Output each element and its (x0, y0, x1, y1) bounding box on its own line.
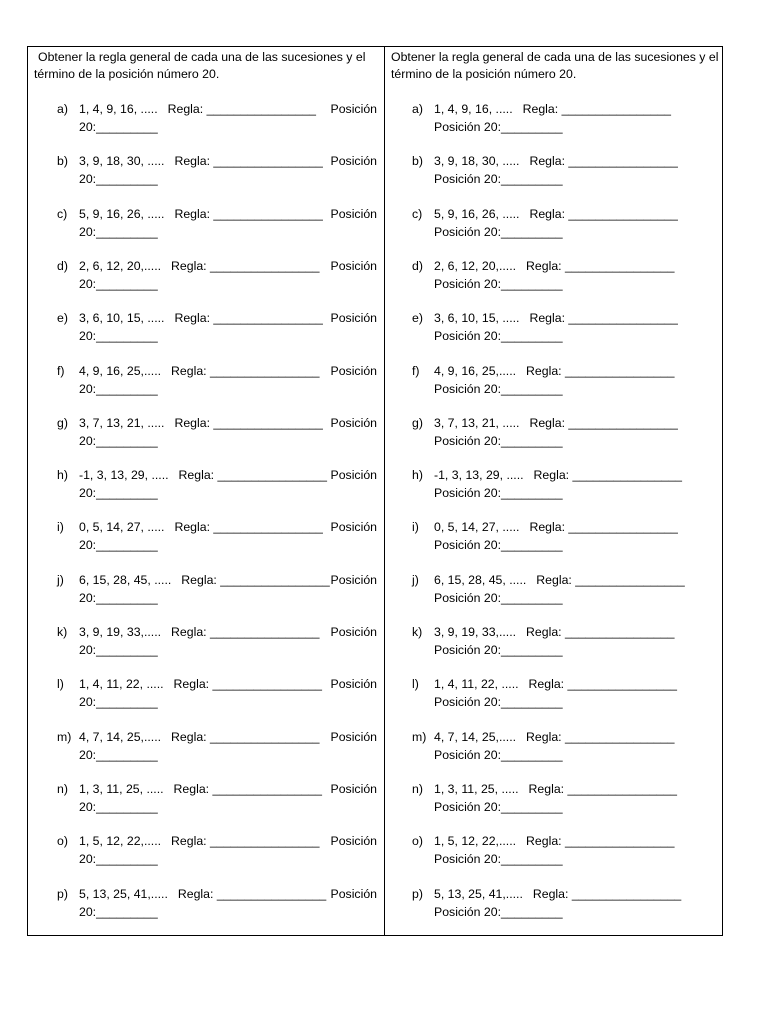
sequence-terms: 0, 5, 14, 27, ..... (434, 520, 520, 534)
rule-label: Regla: (174, 154, 210, 168)
rule-label: Regla: (529, 311, 565, 325)
sequence-terms: 1, 3, 11, 25, ..... (79, 782, 164, 796)
twenty-label: 20: (79, 905, 97, 919)
position-20-label: Posición 20: (434, 800, 501, 814)
twenty-label: 20: (79, 329, 97, 343)
item-letter: a) (57, 102, 68, 116)
instructions-left: Obtener la regla general de cada una de las sucesiones y el término de la posición número 20. (34, 50, 366, 81)
item-letter: f) (412, 364, 420, 378)
item-line (79, 572, 330, 590)
item-line (79, 258, 319, 276)
twenty-label: 20: (79, 120, 97, 134)
position-20-label: Posición 20: (434, 905, 501, 919)
item-line (79, 729, 319, 747)
sequence-terms: 1, 4, 9, 16, ..... (79, 102, 158, 116)
position-label: Posición (330, 364, 377, 378)
item-line (434, 624, 674, 642)
position-20-label: Posición 20: (434, 852, 501, 866)
position-blank: _________ (96, 591, 158, 605)
position-20-line (434, 381, 563, 399)
item-letter: o) (57, 834, 68, 848)
position-20-line (79, 433, 158, 451)
item-letter: n) (57, 782, 68, 796)
twenty-label: 20: (79, 695, 97, 709)
position-blank: _________ (96, 538, 158, 552)
position-label: Posición (330, 259, 377, 273)
rule-blank: ________________ (561, 102, 672, 116)
rule-label: Regla: (174, 520, 210, 534)
rule-blank: ________________ (210, 834, 320, 848)
instructions-right: Obtener la regla general de cada una de las sucesiones y el término de la posición número 20. (391, 50, 719, 81)
position-20-label: Posición 20: (434, 225, 501, 239)
position-20-line (79, 328, 158, 346)
twenty-label: 20: (79, 277, 97, 291)
sequence-terms: 1, 3, 11, 25, ..... (434, 782, 519, 796)
rule-blank: ________________ (565, 834, 675, 848)
position-blank: _________ (96, 852, 158, 866)
rule-blank: ________________ (210, 364, 320, 378)
sequence-terms: -1, 3, 13, 29, ..... (434, 468, 524, 482)
rule-label: Regla: (177, 887, 214, 901)
position-label: Posición (330, 102, 377, 116)
sequence-terms: 1, 4, 11, 22, ..... (79, 677, 164, 691)
position-20-line (79, 747, 158, 765)
rule-label: Regla: (522, 102, 559, 116)
twenty-label: 20: (79, 434, 97, 448)
item-line (434, 519, 678, 537)
rule-blank: ________________ (212, 782, 322, 796)
item-letter: c) (412, 207, 423, 221)
position-label: Posición (330, 625, 377, 639)
position-blank: _________ (501, 486, 563, 500)
item-letter: p) (57, 887, 68, 901)
position-20-line (434, 799, 563, 817)
position-20-line (434, 119, 563, 137)
position-20-label: Posición 20: (434, 748, 501, 762)
sequence-terms: 4, 7, 14, 25,..... (79, 730, 162, 744)
item-line (434, 153, 678, 171)
position-blank: _________ (96, 225, 158, 239)
position-20-label: Posición 20: (434, 538, 501, 552)
position-blank: _________ (96, 172, 158, 186)
position-20-label: Posición 20: (434, 120, 501, 134)
item-letter: j) (412, 573, 419, 587)
sequence-terms: 3, 9, 18, 30, ..... (434, 154, 520, 168)
item-letter: a) (412, 102, 423, 116)
rule-label: Regla: (171, 625, 207, 639)
sequence-terms: 6, 15, 28, 45, ..... (434, 573, 527, 587)
position-20-line (79, 119, 158, 137)
item-letter: g) (412, 416, 423, 430)
position-label: Posición (330, 834, 377, 848)
position-blank: _________ (96, 800, 158, 814)
item-line (434, 833, 674, 851)
item-letter: l) (57, 677, 64, 691)
position-label: Posición (330, 311, 377, 325)
item-line (79, 467, 327, 485)
position-20-line (79, 799, 158, 817)
rule-blank: ________________ (216, 887, 327, 901)
position-blank: _________ (501, 120, 563, 134)
position-20-line (79, 485, 158, 503)
rule-blank: ________________ (206, 102, 317, 116)
twenty-label: 20: (79, 748, 97, 762)
position-blank: _________ (501, 538, 563, 552)
position-label: Posición (330, 468, 377, 482)
item-letter: b) (412, 154, 423, 168)
rule-label: Regla: (536, 573, 572, 587)
item-line (79, 153, 323, 171)
rule-label: Regla: (171, 834, 207, 848)
position-20-line (434, 433, 563, 451)
rule-label: Regla: (178, 468, 215, 482)
item-line (434, 258, 674, 276)
rule-blank: ________________ (568, 311, 678, 325)
rule-blank: ________________ (213, 311, 323, 325)
sequence-terms: 3, 6, 10, 15, ..... (434, 311, 520, 325)
item-letter: i) (57, 520, 64, 534)
item-letter: k) (57, 625, 68, 639)
position-blank: _________ (96, 905, 158, 919)
position-20-line (79, 537, 158, 555)
rule-label: Regla: (173, 782, 210, 796)
rule-label: Regla: (173, 677, 210, 691)
rule-blank: ________________ (210, 259, 320, 273)
rule-label: Regla: (171, 730, 207, 744)
item-letter: i) (412, 520, 419, 534)
sequence-terms: 3, 9, 19, 33,..... (434, 625, 517, 639)
item-letter: e) (57, 311, 68, 325)
position-label: Posición (330, 730, 377, 744)
item-line (434, 415, 678, 433)
rule-label: Regla: (171, 364, 207, 378)
twenty-label: 20: (79, 382, 97, 396)
position-blank: _________ (501, 277, 563, 291)
rule-label: Regla: (171, 259, 207, 273)
position-20-line (434, 224, 563, 242)
position-20-label: Posición 20: (434, 591, 501, 605)
rule-blank: ________________ (568, 416, 678, 430)
rule-label: Regla: (528, 782, 565, 796)
position-20-label: Posición 20: (434, 643, 501, 657)
position-blank: _________ (501, 382, 563, 396)
item-line (434, 467, 682, 485)
rule-label: Regla: (533, 468, 570, 482)
rule-blank: ________________ (213, 207, 323, 221)
position-20-line (79, 381, 158, 399)
item-line (79, 415, 323, 433)
item-line (434, 729, 674, 747)
position-blank: _________ (96, 120, 158, 134)
sequence-terms: 1, 5, 12, 22,..... (434, 834, 517, 848)
twenty-label: 20: (79, 172, 97, 186)
position-20-line (434, 171, 563, 189)
twenty-label: 20: (79, 852, 97, 866)
left-column (28, 47, 384, 935)
item-line (79, 886, 326, 904)
item-line (79, 781, 322, 799)
rule-blank: ________________ (565, 259, 675, 273)
position-blank: _________ (501, 643, 563, 657)
item-letter: m) (57, 730, 72, 744)
item-line (434, 206, 678, 224)
position-blank: _________ (501, 905, 563, 919)
position-blank: _________ (501, 225, 563, 239)
item-letter: k) (412, 625, 423, 639)
position-20-line (79, 590, 158, 608)
twenty-label: 20: (79, 225, 97, 239)
position-label: Posición (330, 207, 377, 221)
sequence-terms: 6, 15, 28, 45, ..... (79, 573, 172, 587)
rule-label: Regla: (174, 207, 210, 221)
sequence-terms: 4, 9, 16, 25,..... (434, 364, 517, 378)
item-line (434, 363, 674, 381)
rule-blank: ________________ (572, 468, 682, 482)
item-line (79, 206, 323, 224)
item-line (434, 886, 681, 904)
item-line (79, 624, 319, 642)
position-label: Posición (330, 677, 377, 691)
twenty-label: 20: (79, 643, 97, 657)
rule-blank: ________________ (568, 154, 678, 168)
position-blank: _________ (501, 172, 563, 186)
position-20-label: Posición 20: (434, 434, 501, 448)
sequence-terms: 5, 13, 25, 41,..... (79, 887, 168, 901)
item-letter: d) (57, 259, 68, 273)
rule-label: Regla: (526, 834, 562, 848)
sequence-terms: 1, 4, 11, 22, ..... (434, 677, 519, 691)
rule-blank: ________________ (212, 677, 322, 691)
item-letter: p) (412, 887, 423, 901)
sequence-terms: 5, 9, 16, 26, ..... (434, 207, 520, 221)
position-blank: _________ (96, 277, 158, 291)
position-20-line (79, 224, 158, 242)
rule-label: Regla: (174, 311, 210, 325)
position-20-line (434, 851, 563, 869)
position-20-label: Posición 20: (434, 277, 501, 291)
rule-blank: ________________ (220, 573, 330, 587)
rule-blank: ________________ (568, 207, 678, 221)
sequence-terms: 5, 13, 25, 41,..... (434, 887, 523, 901)
rule-label: Regla: (526, 730, 562, 744)
position-blank: _________ (501, 748, 563, 762)
item-line (434, 310, 678, 328)
position-20-label: Posición 20: (434, 382, 501, 396)
position-20-line (434, 328, 563, 346)
item-letter: j) (57, 573, 64, 587)
position-20-label: Posición 20: (434, 329, 501, 343)
sequence-terms: 3, 7, 13, 21, ..... (434, 416, 520, 430)
right-column (385, 47, 723, 935)
sequence-terms: 2, 6, 12, 20,..... (434, 259, 517, 273)
position-20-line (434, 485, 563, 503)
item-letter: e) (412, 311, 423, 325)
item-letter: c) (57, 207, 68, 221)
position-blank: _________ (501, 695, 563, 709)
position-blank: _________ (501, 329, 563, 343)
position-20-line (434, 537, 563, 555)
position-20-line (434, 642, 563, 660)
rule-blank: ________________ (565, 364, 675, 378)
position-label: Posición (330, 573, 377, 587)
sequence-terms: 4, 9, 16, 25,..... (79, 364, 162, 378)
rule-blank: ________________ (210, 730, 320, 744)
item-letter: g) (57, 416, 68, 430)
sequence-terms: 1, 5, 12, 22,..... (79, 834, 162, 848)
sequence-terms: 3, 6, 10, 15, ..... (79, 311, 165, 325)
item-line (79, 310, 323, 328)
position-blank: _________ (96, 329, 158, 343)
rule-label: Regla: (167, 102, 204, 116)
item-letter: o) (412, 834, 423, 848)
position-20-line (434, 747, 563, 765)
rule-blank: ________________ (565, 730, 675, 744)
position-20-line (79, 694, 158, 712)
rule-label: Regla: (529, 207, 565, 221)
position-20-line (79, 851, 158, 869)
rule-label: Regla: (529, 520, 565, 534)
rule-label: Regla: (529, 154, 565, 168)
rule-blank: ________________ (565, 625, 675, 639)
rule-label: Regla: (526, 625, 562, 639)
twenty-label: 20: (79, 591, 97, 605)
position-blank: _________ (96, 695, 158, 709)
position-20-line (79, 171, 158, 189)
rule-label: Regla: (528, 677, 565, 691)
position-20-line (434, 276, 563, 294)
position-20-label: Posición 20: (434, 486, 501, 500)
position-blank: _________ (501, 591, 563, 605)
item-letter: m) (412, 730, 427, 744)
position-label: Posición (330, 782, 377, 796)
sequence-terms: 3, 7, 13, 21, ..... (79, 416, 165, 430)
sequence-terms: -1, 3, 13, 29, ..... (79, 468, 169, 482)
rule-label: Regla: (532, 887, 569, 901)
rule-blank: ________________ (213, 416, 323, 430)
rule-label: Regla: (526, 364, 562, 378)
rule-blank: ________________ (567, 782, 677, 796)
position-blank: _________ (501, 852, 563, 866)
rule-blank: ________________ (213, 154, 323, 168)
sequence-terms: 4, 7, 14, 25,..... (434, 730, 517, 744)
rule-blank: ________________ (567, 677, 677, 691)
twenty-label: 20: (79, 486, 97, 500)
position-20-line (79, 904, 158, 922)
item-letter: b) (57, 154, 68, 168)
position-label: Posición (330, 520, 377, 534)
sequence-terms: 2, 6, 12, 20,..... (79, 259, 162, 273)
position-blank: _________ (501, 800, 563, 814)
item-line (79, 101, 316, 119)
twenty-label: 20: (79, 538, 97, 552)
twenty-label: 20: (79, 800, 97, 814)
position-20-label: Posición 20: (434, 695, 501, 709)
item-line (434, 781, 677, 799)
sequence-terms: 1, 4, 9, 16, ..... (434, 102, 513, 116)
item-line (79, 833, 319, 851)
position-blank: _________ (96, 434, 158, 448)
rule-blank: ________________ (213, 520, 323, 534)
position-20-label: Posición 20: (434, 172, 501, 186)
position-20-line (434, 694, 563, 712)
item-letter: l) (412, 677, 419, 691)
rule-blank: ________________ (568, 520, 678, 534)
item-line (434, 101, 671, 119)
position-label: Posición (330, 887, 377, 901)
sequence-terms: 0, 5, 14, 27, ..... (79, 520, 165, 534)
item-letter: n) (412, 782, 423, 796)
position-20-line (79, 276, 158, 294)
position-blank: _________ (96, 643, 158, 657)
position-blank: _________ (96, 486, 158, 500)
rule-label: Regla: (526, 259, 562, 273)
rule-label: Regla: (174, 416, 210, 430)
position-20-line (434, 590, 563, 608)
rule-blank: ________________ (217, 468, 327, 482)
item-letter: d) (412, 259, 423, 273)
rule-label: Regla: (529, 416, 565, 430)
sequence-terms: 3, 9, 18, 30, ..... (79, 154, 165, 168)
item-line (79, 676, 322, 694)
item-line (434, 572, 685, 590)
rule-label: Regla: (181, 573, 217, 587)
item-letter: h) (57, 468, 68, 482)
sequence-terms: 5, 9, 16, 26, ..... (79, 207, 165, 221)
position-blank: _________ (501, 434, 563, 448)
position-20-line (434, 904, 563, 922)
position-20-line (79, 642, 158, 660)
position-blank: _________ (96, 382, 158, 396)
item-line (79, 363, 319, 381)
rule-blank: ________________ (210, 625, 320, 639)
item-line (79, 519, 323, 537)
position-blank: _________ (96, 748, 158, 762)
item-line (434, 676, 677, 694)
rule-blank: ________________ (575, 573, 685, 587)
rule-blank: ________________ (571, 887, 682, 901)
position-label: Posición (330, 154, 377, 168)
item-letter: f) (57, 364, 65, 378)
position-label: Posición (330, 416, 377, 430)
worksheet-table (27, 46, 723, 936)
sequence-terms: 3, 9, 19, 33,..... (79, 625, 162, 639)
item-letter: h) (412, 468, 423, 482)
